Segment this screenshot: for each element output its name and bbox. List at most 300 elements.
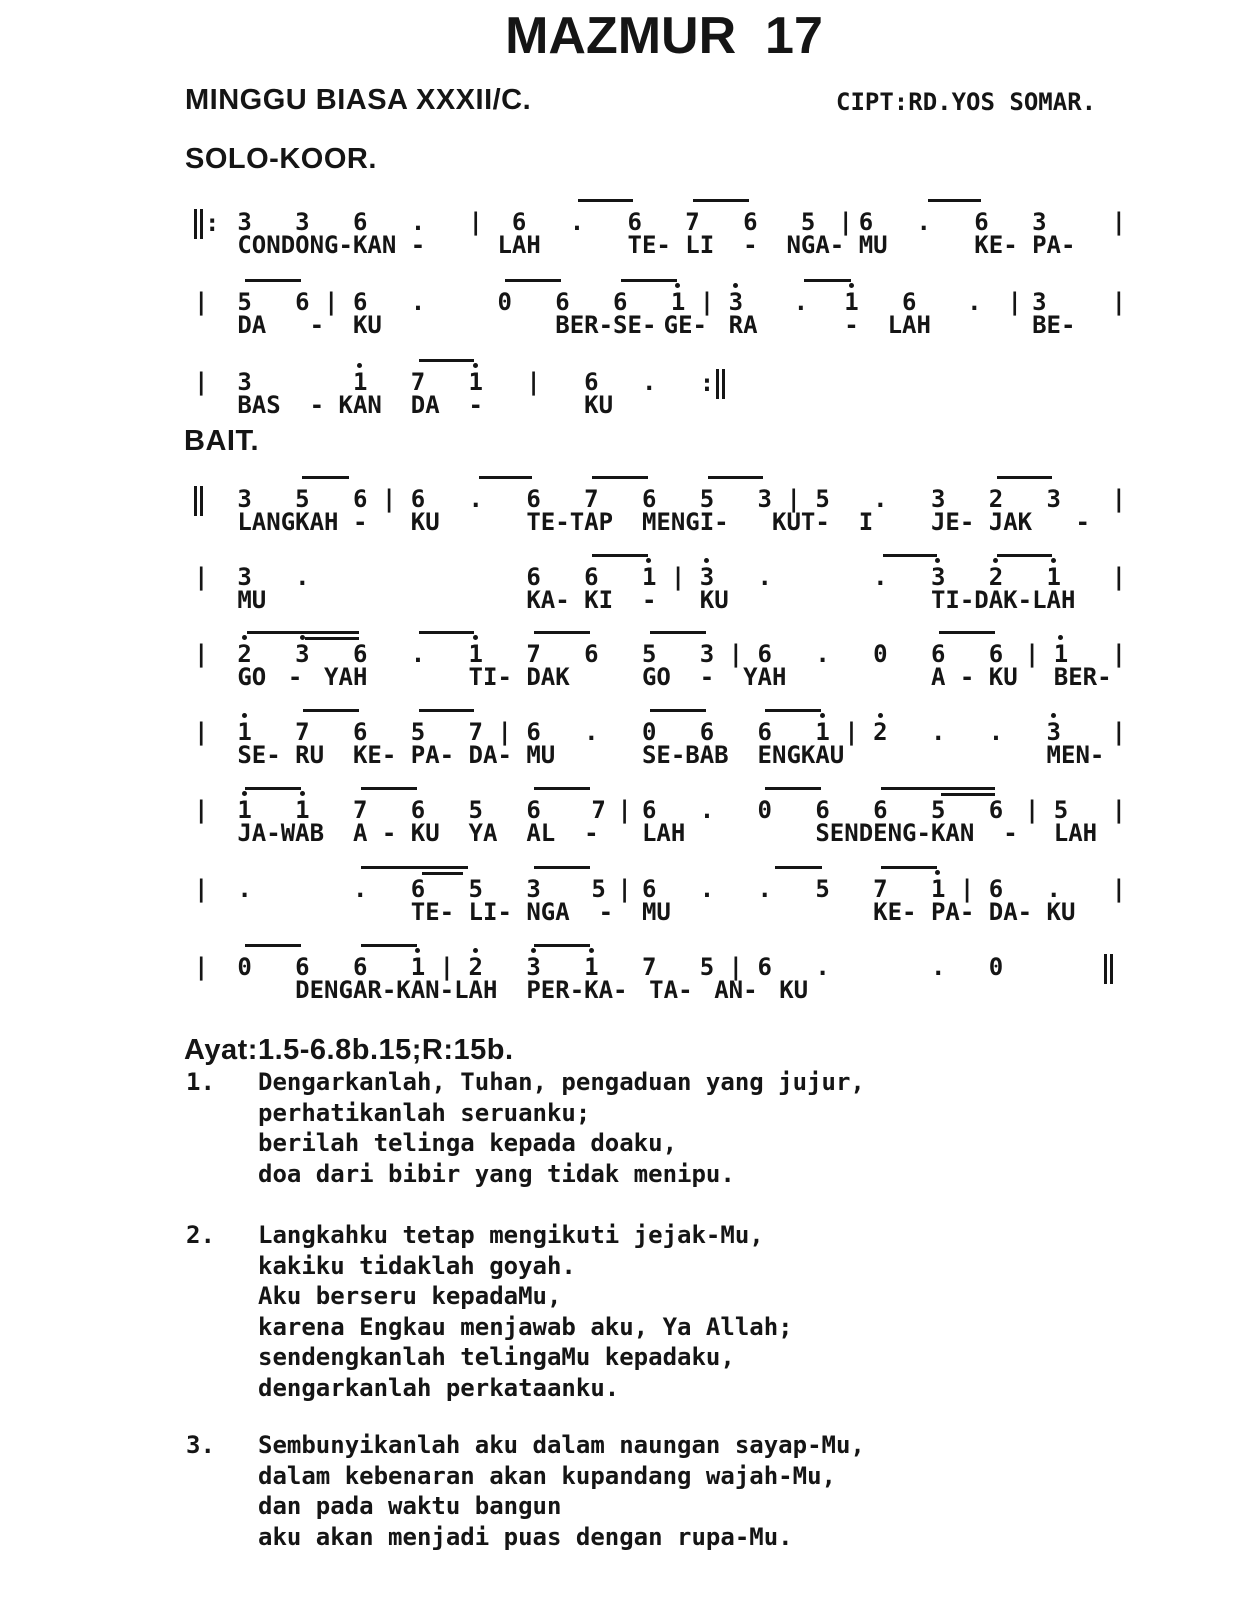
barline: | xyxy=(1111,718,1127,746)
lyric-syllable: PA- xyxy=(930,898,975,926)
lyric-syllable: YAH xyxy=(324,663,368,691)
note-number: 3 xyxy=(1046,718,1061,746)
barline: | xyxy=(617,875,632,903)
notation-line xyxy=(194,718,1144,780)
notation-line xyxy=(194,953,1144,1015)
beam-overline xyxy=(505,279,561,282)
beam-overline xyxy=(245,279,301,282)
duration-dot: . xyxy=(873,485,888,513)
lyric-syllable: KU xyxy=(410,508,440,536)
lyric-syllable: KU xyxy=(699,586,729,614)
beam-overline xyxy=(650,631,706,634)
beam-overline xyxy=(479,476,532,479)
lyric-syllable: DA- xyxy=(988,898,1033,926)
note-number: 6 xyxy=(627,208,642,236)
note-number: 5 xyxy=(295,485,310,513)
note-number: 3 xyxy=(526,953,541,981)
lyric-syllable: KU xyxy=(779,976,809,1004)
beam-overline xyxy=(881,866,937,869)
note-number: 3 xyxy=(728,288,744,316)
note-number: 7 xyxy=(584,485,599,513)
note-number: 1 xyxy=(930,875,946,903)
duration-dot: . xyxy=(967,288,982,316)
lyric-syllable: A xyxy=(930,663,946,691)
double-bar-glyph xyxy=(194,209,203,239)
note-number: 6 xyxy=(584,640,599,668)
duration-dot: . xyxy=(757,875,772,903)
rest-note: 0 xyxy=(237,953,252,981)
lyric-syllable: TI-DAK-LAH xyxy=(930,586,1076,614)
lyric-syllable: MU xyxy=(858,231,888,259)
verse-line: kakiku tidaklah goyah. xyxy=(258,1251,576,1280)
beam-overline xyxy=(419,709,475,712)
duration-dot: . xyxy=(410,208,426,236)
verse-block xyxy=(186,1220,1086,1403)
barline: | xyxy=(1111,796,1127,824)
beam-overline xyxy=(361,787,417,790)
note-number: 2 xyxy=(468,953,483,981)
rest-note: 0 xyxy=(873,640,888,668)
lyric-syllable: - xyxy=(641,586,657,614)
lyric-syllable: DAK xyxy=(526,663,570,691)
beam-overline xyxy=(592,476,648,479)
verse-line: doa dari bibir yang tidak menipu. xyxy=(258,1159,735,1188)
lyric-syllable: SE-BAB xyxy=(641,741,729,769)
lyric-syllable: LANGKAH xyxy=(237,508,339,536)
notation-line xyxy=(194,368,1144,430)
note-number: 3 xyxy=(930,485,946,513)
duration-dot: . xyxy=(410,640,426,668)
lyric-syllable: ENGKAU xyxy=(757,741,845,769)
beam-overline xyxy=(708,476,764,479)
verse-line: Dengarkanlah, Tuhan, pengaduan yang jujur, xyxy=(258,1068,865,1096)
lyric-syllable: BAS xyxy=(237,391,281,419)
note-number: 6 xyxy=(584,563,599,591)
lyric-syllable: RU xyxy=(295,741,325,769)
barline: | xyxy=(194,953,209,981)
lyric-syllable: - xyxy=(1003,819,1018,847)
duration-dot: . xyxy=(584,718,599,746)
verse-line: dalam kebenaran akan kupandang wajah-Mu, xyxy=(258,1461,836,1490)
verse-line: Sembunyikanlah aku dalam naungan sayap-Mu, xyxy=(258,1431,865,1459)
barline: | xyxy=(1007,288,1022,316)
lyric-syllable: NGA- xyxy=(786,231,845,259)
beam-overline xyxy=(939,631,995,634)
verse-number: 2. xyxy=(186,1221,215,1249)
note-number: 3 xyxy=(1032,288,1047,316)
lyric-syllable: SENDENG-KAN xyxy=(815,819,975,847)
beam-overline xyxy=(245,787,301,790)
lyric-syllable: - xyxy=(410,231,426,259)
lyric-syllable: GE- xyxy=(663,311,707,339)
note-number: 6 xyxy=(858,208,874,236)
duration-dot: . xyxy=(793,288,809,316)
note-number: 2 xyxy=(873,718,888,746)
notation-line xyxy=(194,875,1144,937)
duration-dot: . xyxy=(815,640,830,668)
verse-lines xyxy=(258,1220,1086,1403)
note-number: 2 xyxy=(237,640,252,668)
beam-overline xyxy=(419,359,475,362)
double-barline xyxy=(194,486,203,516)
repeat-colon: : xyxy=(699,369,715,397)
rest-note: 0 xyxy=(988,953,1004,981)
lyric-syllable: DENGAR-KAN-LAH xyxy=(295,976,498,1004)
beam-overline xyxy=(941,793,994,796)
duration-dot: . xyxy=(988,718,1004,746)
beam-overline xyxy=(883,554,936,557)
lyric-syllable: DA xyxy=(237,311,267,339)
note-number: 3 xyxy=(237,563,252,591)
note-number: 6 xyxy=(988,640,1004,668)
note-number: 3 xyxy=(237,485,252,513)
double-barline xyxy=(1104,954,1113,984)
lyric-syllable: YAH xyxy=(743,663,787,691)
duration-dot: . xyxy=(1046,875,1061,903)
lyric-syllable: BER-SE- xyxy=(555,311,657,339)
note-number: 5 xyxy=(410,718,426,746)
lyric-syllable: JAK xyxy=(988,508,1033,536)
note-number: 6 xyxy=(526,718,541,746)
note-number: 1 xyxy=(468,640,483,668)
lyric-syllable: KU xyxy=(352,311,382,339)
duration-dot: . xyxy=(410,288,426,316)
verse-line: perhatikanlah seruanku; xyxy=(258,1098,591,1127)
beam-overline xyxy=(305,637,359,640)
verse-number: 1. xyxy=(186,1068,215,1096)
lyric-syllable: KE- xyxy=(974,231,1018,259)
barline: | xyxy=(844,718,859,746)
note-number: 5 xyxy=(815,875,830,903)
note-number: 5 xyxy=(1053,796,1069,824)
beam-overline xyxy=(302,476,348,479)
barline: | xyxy=(468,208,483,236)
barline: | xyxy=(1111,875,1127,903)
barline: | xyxy=(1111,485,1127,513)
note-number: 1 xyxy=(468,368,483,396)
lyric-syllable: JA-WAB xyxy=(237,819,325,847)
duration-dot: . xyxy=(699,875,715,903)
note-number: 6 xyxy=(988,875,1004,903)
lyric-syllable: PA- xyxy=(410,741,455,769)
lyric-syllable: TA- xyxy=(649,976,693,1004)
note-number: 1 xyxy=(670,288,686,316)
note-number: 3 xyxy=(237,368,252,396)
rest-note: 0 xyxy=(641,718,657,746)
verse-number: 3. xyxy=(186,1431,215,1459)
lyric-syllable: SE- xyxy=(237,741,281,769)
lyric-syllable: RA xyxy=(728,311,758,339)
note-number: 1 xyxy=(1053,640,1069,668)
note-number: 6 xyxy=(410,796,426,824)
note-number: 6 xyxy=(410,485,426,513)
beam-overline xyxy=(621,279,677,282)
barline: | xyxy=(439,953,455,981)
beam-overline xyxy=(534,866,590,869)
barline: | xyxy=(728,953,744,981)
lyric-syllable: MU xyxy=(526,741,556,769)
double-bar-glyph xyxy=(716,369,725,399)
beam-overline xyxy=(419,631,475,634)
note-number: 6 xyxy=(757,953,772,981)
lyric-syllable: - xyxy=(352,508,368,536)
note-number: 7 xyxy=(468,718,483,746)
note-number: 5 xyxy=(237,288,252,316)
beam-overline xyxy=(361,866,468,869)
note-number: 7 xyxy=(526,640,541,668)
notation-line xyxy=(194,288,1144,350)
note-number: 6 xyxy=(988,796,1004,824)
lyric-syllable: A xyxy=(352,819,368,847)
barline: | xyxy=(670,563,686,591)
barline: | xyxy=(728,640,744,668)
note-number: 6 xyxy=(757,640,772,668)
lyric-syllable: CONDONG-KAN xyxy=(237,231,397,259)
beam-overline xyxy=(881,787,994,790)
note-number: 3 xyxy=(295,640,310,668)
note-number: 6 xyxy=(295,288,310,316)
lyric-syllable: KE- xyxy=(352,741,397,769)
verse-line: karena Engkau menjawab aku, Ya Allah; xyxy=(258,1312,793,1341)
note-number: 1 xyxy=(295,796,310,824)
lyric-syllable: BE- xyxy=(1032,311,1076,339)
verse-line: aku akan menjadi puas dengan rupa-Mu. xyxy=(258,1522,793,1551)
note-number: 5 xyxy=(815,485,830,513)
duration-dot: . xyxy=(295,563,310,591)
lyric-syllable: YA xyxy=(468,819,498,847)
note-number: 6 xyxy=(930,640,946,668)
verse-line: dengarkanlah perkataanku. xyxy=(258,1373,620,1402)
note-number: 1 xyxy=(237,796,252,824)
lyric-syllable: - xyxy=(598,898,614,926)
barline: | xyxy=(194,796,209,824)
repeat-barline xyxy=(700,369,725,399)
note-number: 7 xyxy=(641,953,657,981)
note-number: 6 xyxy=(699,718,715,746)
barline: | xyxy=(1024,640,1040,668)
lyric-syllable: LI- xyxy=(468,898,512,926)
note-number: 7 xyxy=(685,208,700,236)
lyric-syllable: - xyxy=(309,311,325,339)
note-number: 6 xyxy=(352,718,368,746)
note-number: 3 xyxy=(699,640,715,668)
note-number: 6 xyxy=(526,563,541,591)
note-number: 3 xyxy=(295,208,310,236)
lyric-syllable: BER- xyxy=(1053,663,1112,691)
lyric-syllable: MU xyxy=(641,898,671,926)
beam-overline xyxy=(245,944,301,947)
note-number: 6 xyxy=(352,208,368,236)
barline: | xyxy=(497,718,512,746)
beam-overline xyxy=(247,631,359,634)
verse-line: Langkahku tetap mengikuti jejak-Mu, xyxy=(258,1221,764,1249)
lyric-syllable: - xyxy=(309,391,325,419)
beam-overline xyxy=(650,709,706,712)
note-number: 3 xyxy=(757,485,772,513)
lyric-syllable: - xyxy=(1075,508,1090,536)
barline: | xyxy=(1111,288,1127,316)
page-title: MAZMUR 17 xyxy=(505,7,823,65)
note-number: 6 xyxy=(352,953,368,981)
lyric-syllable: - xyxy=(699,663,715,691)
notation-line xyxy=(194,640,1144,702)
lyric-syllable: KAN xyxy=(338,391,382,419)
lyric-syllable: TI- xyxy=(468,663,512,691)
note-number: 6 xyxy=(410,875,426,903)
lyric-syllable: - xyxy=(844,311,859,339)
note-number: 7 xyxy=(295,718,310,746)
note-number: 6 xyxy=(526,485,541,513)
duration-dot: . xyxy=(930,718,946,746)
beam-overline xyxy=(765,787,821,790)
lyric-syllable: AN- xyxy=(714,976,758,1004)
rest-note: 0 xyxy=(757,796,772,824)
beam-overline xyxy=(592,554,648,557)
notation-line xyxy=(194,485,1144,547)
barline: | xyxy=(1111,563,1127,591)
duration-dot: . xyxy=(815,953,830,981)
lyric-syllable: KU xyxy=(1046,898,1076,926)
note-number: 1 xyxy=(844,288,859,316)
barline: | xyxy=(526,368,541,396)
lyric-syllable: - xyxy=(743,231,758,259)
section-heading-bait: BAIT. xyxy=(184,425,259,457)
verse-reference-heading: Ayat:1.5-6.8b.15;R:15b. xyxy=(184,1034,514,1066)
lyric-syllable: DA xyxy=(410,391,440,419)
lyric-syllable: - xyxy=(287,663,303,691)
beam-overline xyxy=(534,787,590,790)
beam-overline xyxy=(534,631,590,634)
note-number: 6 xyxy=(902,288,917,316)
lyric-syllable: TE- xyxy=(410,898,455,926)
notation-line xyxy=(194,563,1144,625)
lyric-syllable: AL xyxy=(526,819,556,847)
note-number: 6 xyxy=(873,796,888,824)
duration-dot: . xyxy=(237,875,252,903)
note-number: 6 xyxy=(352,485,368,513)
lyric-syllable: JE- xyxy=(930,508,975,536)
duration-dot: . xyxy=(873,563,888,591)
verse-line: dan pada waktu bangun xyxy=(258,1492,562,1520)
note-number: 1 xyxy=(584,953,599,981)
note-number: 5 xyxy=(641,640,657,668)
barline: | xyxy=(617,796,632,824)
verse-lines xyxy=(258,1430,1086,1552)
beam-overline xyxy=(361,944,417,947)
beam-overline xyxy=(693,199,749,202)
barline: | xyxy=(1111,640,1127,668)
section-heading-solo-koor: SOLO-KOOR. xyxy=(185,143,377,175)
barline: | xyxy=(194,288,209,316)
barline: | xyxy=(1024,796,1040,824)
verse-line: berilah telinga kepada doaku, xyxy=(258,1129,678,1157)
note-number: 6 xyxy=(757,718,772,746)
note-number: 1 xyxy=(352,368,368,396)
lyric-syllable: - xyxy=(959,663,975,691)
lyric-syllable: LI xyxy=(685,231,715,259)
lyric-syllable: KU xyxy=(410,819,440,847)
lyric-syllable: TE- xyxy=(627,231,671,259)
barline: | xyxy=(194,368,209,396)
beam-overline xyxy=(578,199,634,202)
lyric-syllable: KI xyxy=(584,586,614,614)
double-bar-glyph xyxy=(1104,954,1113,984)
note-number: 3 xyxy=(1046,485,1061,513)
lyric-syllable: KU xyxy=(584,391,614,419)
lyric-syllable: PER-KA- xyxy=(526,976,628,1004)
note-number: 6 xyxy=(743,208,758,236)
note-number: 1 xyxy=(815,718,830,746)
note-number: 3 xyxy=(699,563,715,591)
beam-overline xyxy=(765,709,821,712)
duration-dot: . xyxy=(930,953,946,981)
note-number: 1 xyxy=(237,718,252,746)
note-number: 1 xyxy=(641,563,657,591)
lyric-syllable: MEN- xyxy=(1046,741,1105,769)
note-number: 5 xyxy=(591,875,606,903)
lyric-syllable: GO xyxy=(641,663,671,691)
note-number: 6 xyxy=(641,875,657,903)
note-number: 6 xyxy=(613,288,628,316)
duration-dot: . xyxy=(352,875,368,903)
note-number: 5 xyxy=(800,208,816,236)
beam-overline xyxy=(928,199,981,202)
note-number: 1 xyxy=(410,953,426,981)
note-number: 6 xyxy=(526,796,541,824)
lyric-syllable: LAH xyxy=(1053,819,1098,847)
note-number: 5 xyxy=(699,953,715,981)
barline: | xyxy=(194,875,209,903)
double-bar-glyph xyxy=(194,486,203,516)
barline: | xyxy=(194,640,209,668)
lyric-syllable: - xyxy=(468,391,483,419)
lyric-syllable: TE-TAP xyxy=(526,508,614,536)
note-number: 3 xyxy=(237,208,252,236)
lyric-syllable: NGA xyxy=(526,898,570,926)
note-number: 6 xyxy=(352,640,368,668)
note-number: 7 xyxy=(352,796,368,824)
lyric-syllable: I xyxy=(858,508,874,536)
lyric-syllable: MENGI- xyxy=(641,508,729,536)
verse-line: sendengkanlah telingaMu kepadaku, xyxy=(258,1343,735,1371)
lyric-syllable: DA- xyxy=(468,741,512,769)
beam-overline xyxy=(422,872,463,875)
lyric-syllable: LAH xyxy=(641,819,686,847)
note-number: 6 xyxy=(641,485,657,513)
duration-dot: . xyxy=(641,368,657,396)
barline: | xyxy=(194,718,209,746)
lyric-syllable: LAH xyxy=(887,311,931,339)
note-number: 7 xyxy=(873,875,888,903)
barline: | xyxy=(324,288,339,316)
verse-line: Aku berseru kepadaMu, xyxy=(258,1282,562,1310)
liturgical-week-label: MINGGU BIASA XXXII/C. xyxy=(185,84,532,116)
note-number: 5 xyxy=(468,875,483,903)
lyric-syllable: PA- xyxy=(1032,231,1076,259)
note-number: 5 xyxy=(699,485,715,513)
repeat-barline xyxy=(194,209,219,239)
repeat-colon: : xyxy=(205,209,220,237)
lyric-syllable: MU xyxy=(237,586,267,614)
duration-dot: . xyxy=(699,796,715,824)
note-number: 1 xyxy=(1046,563,1061,591)
notation-line xyxy=(194,208,1144,270)
beam-overline xyxy=(997,554,1053,557)
note-number: 6 xyxy=(584,368,599,396)
lyric-syllable: - xyxy=(381,819,397,847)
note-number: 7 xyxy=(410,368,426,396)
duration-dot: . xyxy=(569,208,585,236)
